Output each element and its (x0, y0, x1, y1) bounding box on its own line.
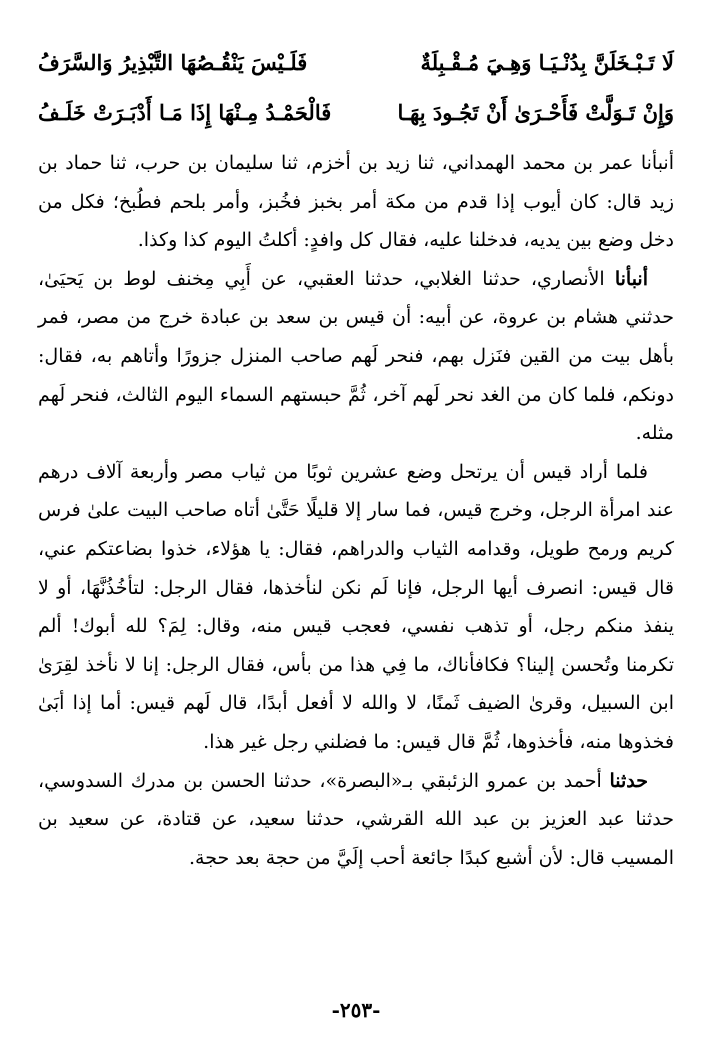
poem-verse-1 (38, 38, 674, 88)
verse-2-second-hemistich: فَالْحَمْـدُ مِـنْهَا إِذَا مَـا أَدْبَـرَتْ خَلَـفُ (38, 100, 332, 125)
verse-1-second-hemistich: فَلَـيْسَ يَنْقُـصُهَا التَّبْذِيرُ وَالسَّرَفُ (38, 50, 308, 75)
book-page (38, 38, 674, 1046)
paragraph-2-text: الأنصاري، حدثنا الغلابي، حدثنا العقبي، عن أَبِي مِخنف لوط بن يَحيَىٰ، حدثني هشام بن عروة، عن أبيه: أن قيس بن سعد بن عبادة خرج من مصر، فمر بأهل بيت من القين فنَزل بهم، فنحر لَهم صاحب المنزل جزورًا وأتاهم به، فقال: دونكم، فلما كان من الغد نحر لَهم آخر، ثُمَّ حبستهم السماء اليوم الثالث، فنحر لَهم مثله. (38, 267, 674, 445)
paragraph-3 (38, 453, 674, 762)
verse-2-first-hemistich: وَإِنْ تَـوَلَّتْ فَأَحْـرَىٰ أَنْ تَجُـودَ بِهَـا (397, 100, 674, 125)
paragraph-2-lead: أنبأنا (614, 267, 648, 290)
paragraph-4 (38, 762, 674, 878)
poem-verse-2 (38, 88, 674, 138)
paragraph-1 (38, 144, 674, 260)
paragraph-1-text: أنبأنا عمر بن محمد الهمداني، ثنا زيد بن أخزم، ثنا سليمان بن حرب، ثنا حماد بن زيد قال: كان أيوب إذا قدم من مكة أمر بخبز فخُبز، وأمر بلحم فطُبخ؛ فكل من دخل وضع بين يديه، فدخلنا عليه، فقال كل وافدٍ: أكلتُ اليوم كذا وكذا. (38, 152, 674, 252)
paragraph-4-text: أحمد بن عمرو الزئبقي بـ«البصرة»، حدثنا الحسن بن مدرك السدوسي، حدثنا عبد العزيز بن عبد الله القرشي، حدثنا سعيد، عن قتادة، عن سعيد بن المسيب قال: لأن أشبع كبدًا جائعة أحب إلَيَّ من حجة بعد حجة. (38, 769, 674, 869)
verse-1-first-hemistich: لَا تَـبْـخَلَنَّ بِدُنْـيَـا وَهِـيَ مُـقْـبِلَةٌ (420, 50, 674, 75)
paragraph-2 (38, 260, 674, 453)
paragraph-3-text: فلما أراد قيس أن يرتحل وضع عشرين ثوبًا من ثياب مصر وأربعة آلاف درهم عند امرأة الرجل، وخرج قيس، فما سار إلا قليلًا حَتَّىٰ أتاه صاحب البيت علىٰ فرس كريم ورمح طويل، وقدامه الثياب والدراهم، فقال: يا هؤلاء، خذوا بضاعتكم عني، قال قيس: انصرف أيها الرجل، فإنا لَم نكن لنأخذها، فقال الرجل: لتأخُذُنَّهَا، أو لا ينفذ منكم رجل، أو تذهب نفسي، فعجب قيس منه، وقال: لِمَ؟ لله أبوك! ألم تكرمنا وتُحسن إلينا؟ فكافأناك، ما فِي هذا من بأس، فقال الرجل: إنا لا نأخذ لقِرَىٰ ابن السبيل، وقرىٰ الضيف ثَمنًا، لا والله لا أفعل أبدًا، قال لَهم قيس: أما إذا أبَىٰ فخذوها منه، فأخذوها، ثُمَّ قال قيس: ما فضلني رجل غير هذا. (38, 460, 674, 753)
paragraph-4-lead: حدثنا (609, 769, 648, 792)
page-number: -٢٥٣- (331, 998, 381, 1022)
